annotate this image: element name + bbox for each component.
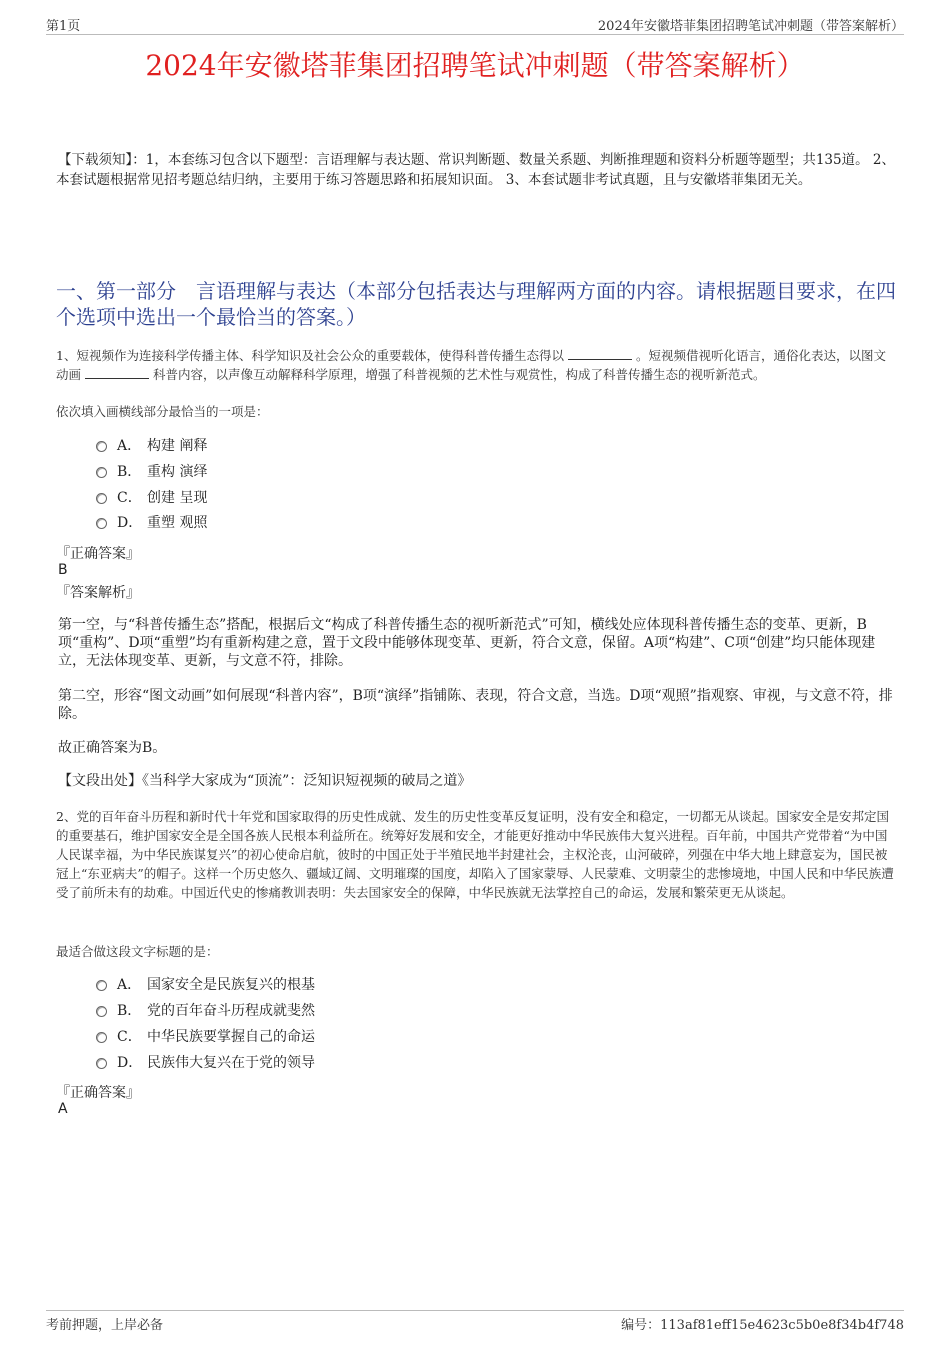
q1-option-c[interactable] [96, 488, 207, 508]
q1-source: 【文段出处】《当科学大家成为“顶流”：泛知识短视频的破局之道》 [58, 773, 472, 789]
footer-document-id: 编号：113af81eff15e4623c5b0e8f34b4f748 [621, 1318, 904, 1333]
q1-answer-label: 『正确答案』 [56, 546, 140, 562]
question-1-text-part-a: 1、短视频作为连接科学传播主体、科学知识及社会公众的重要载体，使得科普传播生态得以 [56, 348, 564, 363]
option-text: 国家安全是民族复兴的根基 [147, 977, 315, 993]
radio-icon[interactable] [96, 1032, 107, 1043]
q1-analysis-label: 『答案解析』 [56, 585, 140, 601]
question-1-text-part-b: 。短视频借视听化语言，通俗化表达，以图文动画 [56, 348, 886, 382]
option-text: 创建 呈现 [147, 490, 208, 506]
radio-icon[interactable] [96, 980, 107, 991]
radio-icon[interactable] [96, 1006, 107, 1017]
fill-blank-2 [85, 366, 149, 379]
option-key: C． [117, 1029, 142, 1045]
document-title: 2024年安徽塔菲集团招聘笔试冲刺题（带答案解析） [145, 49, 805, 82]
q2-option-a[interactable] [96, 975, 315, 995]
option-key: A． [117, 977, 142, 993]
option-text: 党的百年奋斗历程成就斐然 [147, 1003, 315, 1019]
option-key: D． [117, 515, 143, 531]
q2-answer: A [58, 1101, 68, 1117]
option-text: 中华民族要掌握自己的命运 [147, 1029, 315, 1045]
q1-option-b[interactable] [96, 462, 207, 482]
radio-icon[interactable] [96, 467, 107, 478]
radio-icon[interactable] [96, 1058, 107, 1069]
footer-slogan: 考前押题，上岸必备 [46, 1318, 164, 1333]
option-text: 民族伟大复兴在于党的领导 [147, 1055, 315, 1071]
option-text: 构建 阐释 [147, 438, 208, 454]
question-1-prompt: 依次填入画横线部分最恰当的一项是： [56, 404, 269, 419]
q2-option-b[interactable] [96, 1001, 315, 1021]
header-divider [46, 34, 904, 35]
radio-icon[interactable] [96, 441, 107, 452]
option-key: B． [117, 464, 142, 480]
question-2-text: 2、党的百年奋斗历程和新时代十年党和国家取得的历史性成就、发生的历史性变革反复证明，没有安全和稳定，一切都无从谈起。国家安全是安邦定国的重要基石，维护国家安全是全国各族人民根本利益所在。统筹好发展和安全，才能更好推动中华民族伟大复兴进程。百年前，中国共产党带着“为中国人民谋幸福，为中华民族谋复兴”的初心使命启航，彼时的中国正处于半殖民地半封建社会，主权沦丧，山河破碎，列强在中华大地上肆意妄为，国民被冠上“东亚病夫”的帽子。这样一个历史悠久、疆域辽阔、文明璀璨的国度，却陷入了国家蒙辱、人民蒙难、文明蒙尘的悲惨境地，中国人民和中华民族遭受了前所未有的劫难。中国近代史的惨痛教训表明：失去国家安全的保障，中华民族就无法掌控自己的命运，发展和繁荣更无从谈起。 [56, 809, 894, 900]
q2-answer-label: 『正确答案』 [56, 1085, 140, 1101]
radio-icon[interactable] [96, 518, 107, 529]
download-notice: 【下载须知】：1，本套练习包含以下题型：言语理解与表达题、常识判断题、数量关系题、判断推理题和资料分析题等题型；共135道。 2、本套试题根据常见招考题总结归纳，主要用于练习答题思路和拓展知识面。 3、本套试题非考试真题，且与安徽塔菲集团无关。 [56, 152, 895, 188]
page-number: 第1页 [46, 19, 81, 34]
option-text: 重构 演绎 [147, 464, 208, 480]
q1-answer: B [58, 562, 68, 578]
fill-blank-1 [568, 347, 632, 360]
question-1-text [56, 346, 898, 384]
q1-option-d[interactable] [96, 513, 207, 533]
q1-analysis-paragraph-1: 第一空，与“科普传播生态”搭配，根据后文“构成了科普传播生态的视听新范式”可知，横线处应体现科普传播生态的变革、更新，B项“重构”、D项“重塑”均有重新构建之意，置于文段中能够体现变革、更新，符合文意，保留。A项“构建”、C项“创建”均只能体现建立，无法体现变革、更新，与文意不符，排除。 [58, 617, 876, 669]
q2-option-c[interactable] [96, 1027, 315, 1047]
option-text: 重塑 观照 [147, 515, 208, 531]
radio-icon[interactable] [96, 493, 107, 504]
footer-divider [46, 1310, 904, 1311]
question-1-text-part-c: 科普内容，以声像互动解释科学原理，增强了科普视频的艺术性与观赏性，构成了科普传播生态的视听新范式。 [153, 367, 766, 382]
q1-conclusion: 故正确答案为B。 [58, 740, 167, 756]
q1-analysis-paragraph-2: 第二空，形容“图文动画”如何展现“科普内容”，B项“演绎”指铺陈、表现，符合文意，当选。D项“观照”指观察、审视，与文意不符，排除。 [58, 688, 893, 722]
q2-option-d[interactable] [96, 1053, 315, 1073]
option-key: A． [117, 438, 142, 454]
option-key: B． [117, 1003, 142, 1019]
question-2-prompt: 最适合做这段文字标题的是： [56, 944, 219, 959]
header-doc-title: 2024年安徽塔菲集团招聘笔试冲刺题（带答案解析） [597, 19, 904, 34]
option-key: C． [117, 490, 142, 506]
section-heading: 一、第一部分 言语理解与表达（本部分包括表达与理解两方面的内容。请根据题目要求，在四个选项中选出一个最恰当的答案。） [56, 279, 896, 329]
option-key: D． [117, 1055, 143, 1071]
q1-option-a[interactable] [96, 436, 207, 456]
